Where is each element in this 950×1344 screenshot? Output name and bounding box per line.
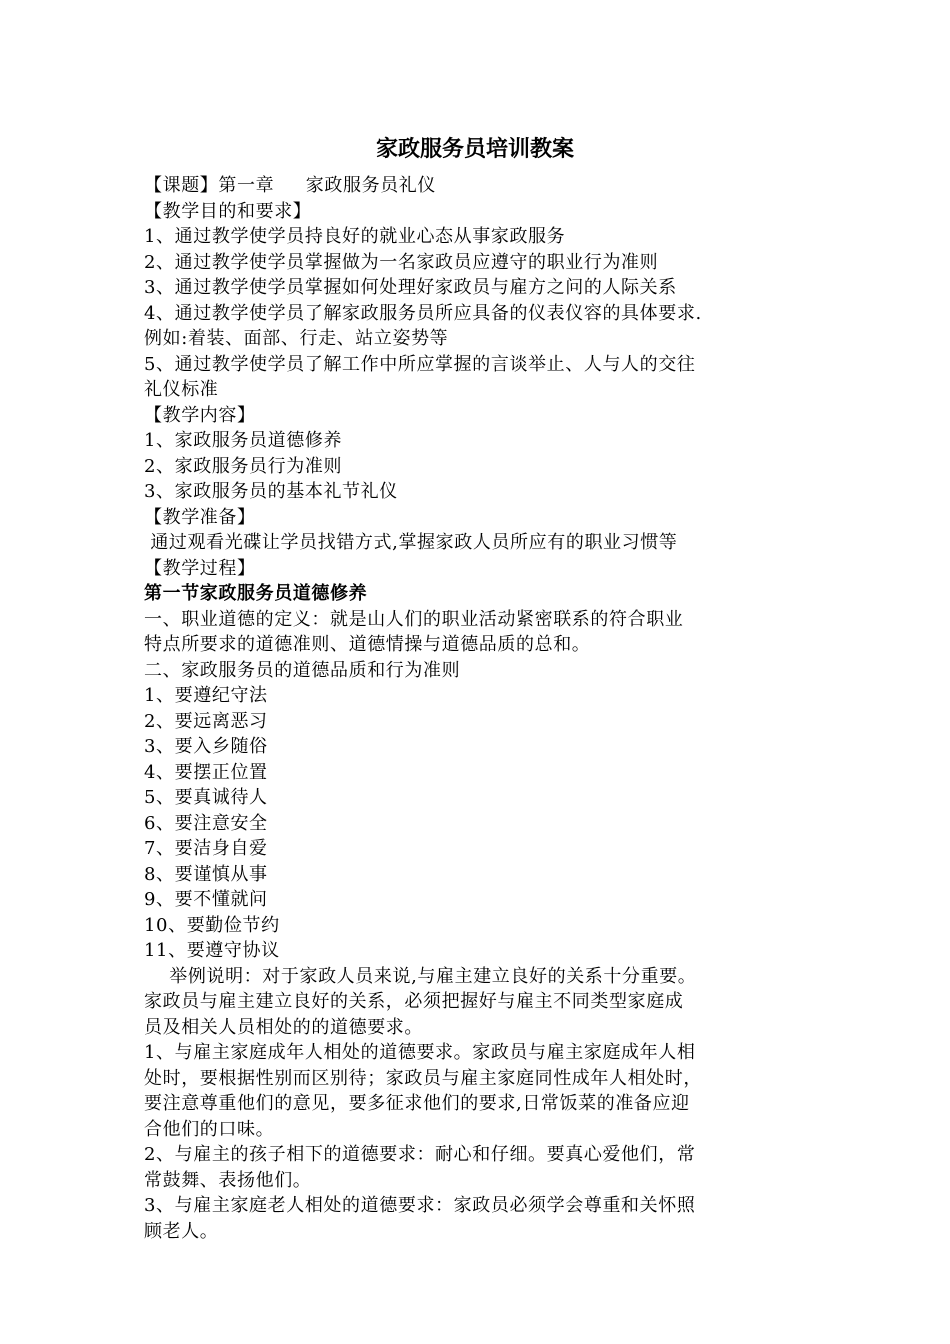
text-line: 【课题】第一章 家政服务员礼仪 <box>144 175 437 196</box>
text-line: 8、要谨慎从事 <box>144 863 268 885</box>
text-line: 1、家政服务员道德修养 <box>144 430 343 451</box>
text-line: 6、要注意安全 <box>144 812 268 834</box>
text-line: 顾老人。 <box>144 1220 219 1242</box>
text-line: 一、职业道德的定义：就是山人们的职业活动紧密联系的符合职业 <box>144 608 684 630</box>
text-line: 员及相关人员相处的的道德要求。 <box>144 1016 423 1038</box>
text-line: 二、家政服务员的道德品质和行为准则 <box>144 659 461 681</box>
text-line: 3、与雇主家庭老人相处的道德要求：家政员必须学会尊重和关怀照 <box>144 1195 696 1216</box>
text-line: 通过观看光碟让学员找错方式,掌握家政人员所应有的职业习惯等 <box>144 532 678 553</box>
text-line: 处时，要根据性别而区别待；家政员与雇主家庭同性成年人相处时， <box>144 1067 702 1089</box>
text-line: 3、通过教学使学员掌握如何处理好家政员与雇方之问的人际关系 <box>144 277 677 298</box>
text-line: 5、要真诚待人 <box>144 787 268 808</box>
text-line: 9、要不懂就问 <box>144 889 268 910</box>
text-line: 【教学准备】 <box>144 506 256 528</box>
text-line: 特点所要求的道德准则、道德情操与道德品质的总和。 <box>144 634 591 655</box>
text-line: 例如:着装、面部、行走、站立姿势等 <box>144 328 449 349</box>
section-heading: 第一节家政服务员道德修养 <box>144 583 368 604</box>
text-line: 3、家政服务员的基本礼节礼仪 <box>144 481 398 502</box>
text-line: 2、通过教学使学员掌握做为一名家政员应遵守的职业行为准则 <box>144 251 659 273</box>
text-line: 1、通过教学使学员持良好的就业心态从事家政服务 <box>144 226 566 247</box>
text-line: 【教学过程】 <box>144 557 256 579</box>
text-line: 常鼓舞、表扬他们。 <box>144 1169 312 1191</box>
text-line: 4、要摆正位置 <box>144 761 268 783</box>
text-line: 10、要勤俭节约 <box>144 914 280 936</box>
text-line: 2、家政服务员行为准则 <box>144 455 343 477</box>
text-line: 1、要遵纪守法 <box>144 685 268 706</box>
text-line: 5、通过教学使学员了解工作中所应掌握的言谈举止、人与人的交往 <box>144 353 696 375</box>
text-line: 7、要洁身自爱 <box>144 838 268 859</box>
text-line: 4、通过教学使学员了解家政服务员所应具备的仪表仪容的具体要求. <box>144 302 702 324</box>
text-line: 3、要入乡随俗 <box>144 736 268 757</box>
text-line: 【教学内容】 <box>144 404 256 426</box>
text-line: 2、要远离恶习 <box>144 710 268 732</box>
text-line: 家政员与雇主建立良好的关系，必须把握好与雇主不同类型家庭成 <box>144 991 684 1012</box>
text-line: 11、要遵守协议 <box>144 940 280 961</box>
text-line: 【教学目的和要求】 <box>144 200 312 222</box>
document-title: 家政服务员培训教案 <box>375 136 574 162</box>
text-line: 合他们的口味。 <box>144 1118 275 1140</box>
text-line: 要注意尊重他们的意见，要多征求他们的要求,日常饭菜的准备应迎 <box>144 1093 690 1114</box>
document-body <box>144 173 814 1244</box>
text-line: 举例说明：对于家政人员来说,与雇主建立良好的关系十分重要。 <box>144 965 697 987</box>
text-line: 1、与雇主家庭成年人相处的道德要求。家政员与雇主家庭成年人相 <box>144 1042 696 1063</box>
text-line: 2、与雇主的孩子相下的道德要求：耐心和仔细。要真心爱他们，常 <box>144 1144 696 1165</box>
text-line: 礼仪标准 <box>144 379 219 400</box>
